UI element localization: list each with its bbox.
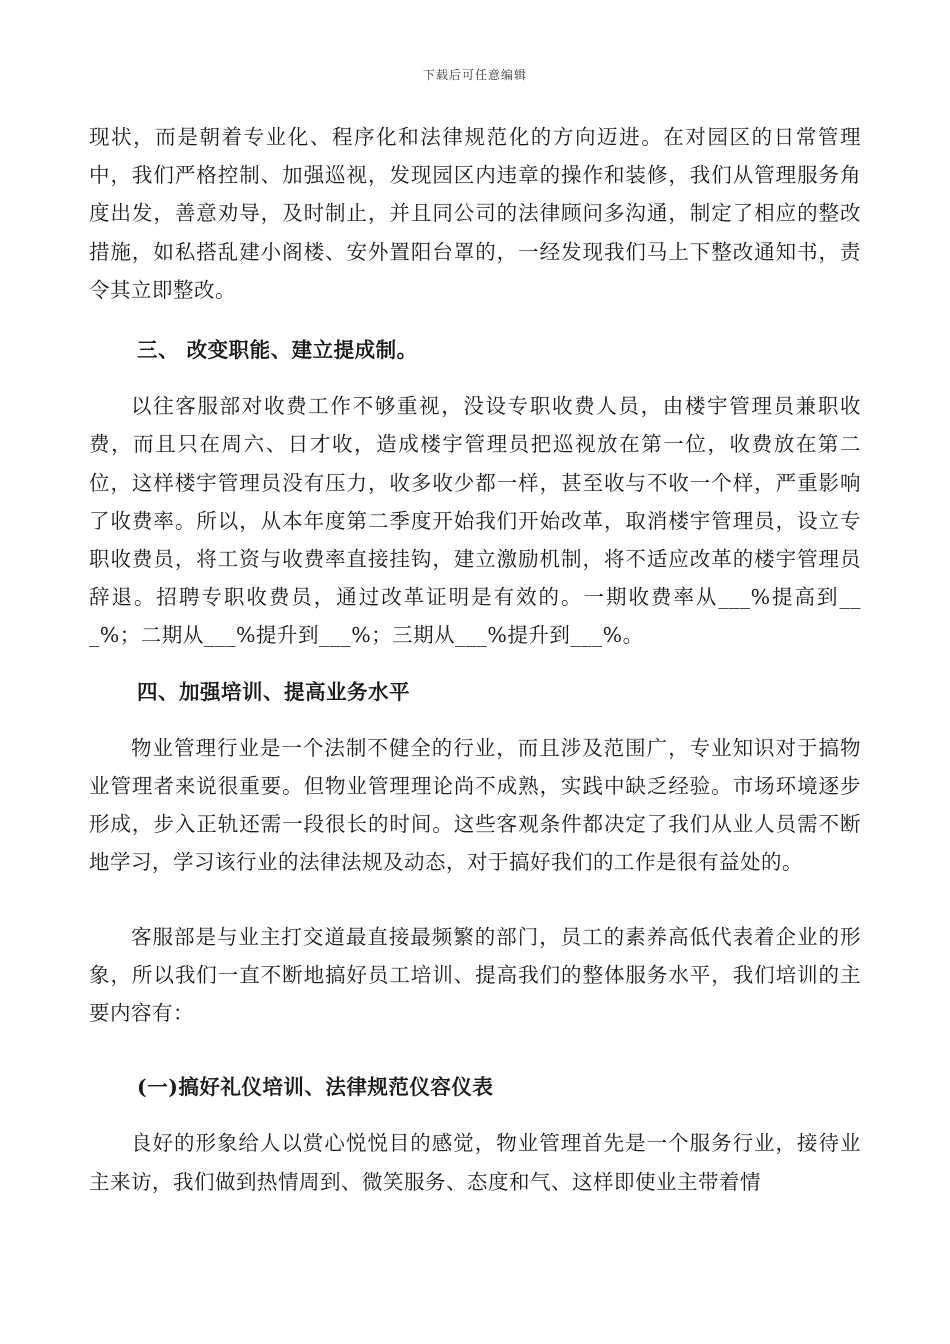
paragraph-fee-reform: 以往客服部对收费工作不够重视，没设专职收费人员，由楼宇管理员兼职收费，而且只在周六、日才收，造成楼宇管理员把巡视放在第一位，收费放在第二位，这样楼宇管理员没有压力，收多收少都一样，甚至收与不收一个样，严重影响了收费率。所以，从本年度第二季度开始我们开始改革，取消楼宇管理员，设立专职收费员，将工资与收费率直接挂钩，建立激励机制，将不适应改革的楼宇管理员辞退。招聘专职收费员，通过改革证明是有效的。一期收费率从___%提高到___%；二期从___%提升到___%；三期从___%提升到___%。: [89, 394, 861, 648]
page-header: 下载后可任意编辑: [422, 68, 527, 82]
paragraph-training-need: 物业管理行业是一个法制不健全的行业，而且涉及范围广，专业知识对于搞物业管理者来说很重要。但物业管理理论尚不成熟，实践中缺乏经验。市场环境逐步形成，步入正轨还需一段很长的时间。这些客观条件都决定了我们从业人员需不断地学习，学习该行业的法律法规及动态，对于搞好我们的工作是很有益处的。: [89, 735, 861, 875]
section-heading-3: 三、 改变职能、建立提成制。: [137, 338, 418, 363]
paragraph-etiquette: 良好的形象给人以赏心悦悦目的感觉，物业管理首先是一个服务行业，接待业主来访，我们做到热情周到、微笑服务、态度和气、这样即使业主带着情: [89, 1131, 861, 1194]
paragraph-continuation: 现状，而是朝着专业化、程序化和法律规范化的方向迈进。在对园区的日常管理中，我们严格控制、加强巡视，发现园区内违章的操作和装修，我们从管理服务角度出发，善意劝导，及时制止，并且同公司的法律顾问多沟通，制定了相应的整改措施，如私搭乱建小阁楼、安外置阳台罩的，一经发现我们马上下整改通知书，责令其立即整改。: [89, 125, 861, 302]
paragraph-customer-service: 客服部是与业主打交道最直接最频繁的部门，员工的素养高低代表着企业的形象，所以我们一直不断地搞好员工培训、提高我们的整体服务水平，我们培训的主要内容有：: [89, 924, 861, 1026]
document-body: [89, 118, 861, 1201]
subsection-heading-1: (一)搞好礼仪培训、法律规范仪容仪表: [137, 1075, 494, 1100]
section-heading-4: 四、加强培训、提高业务水平: [137, 679, 410, 704]
